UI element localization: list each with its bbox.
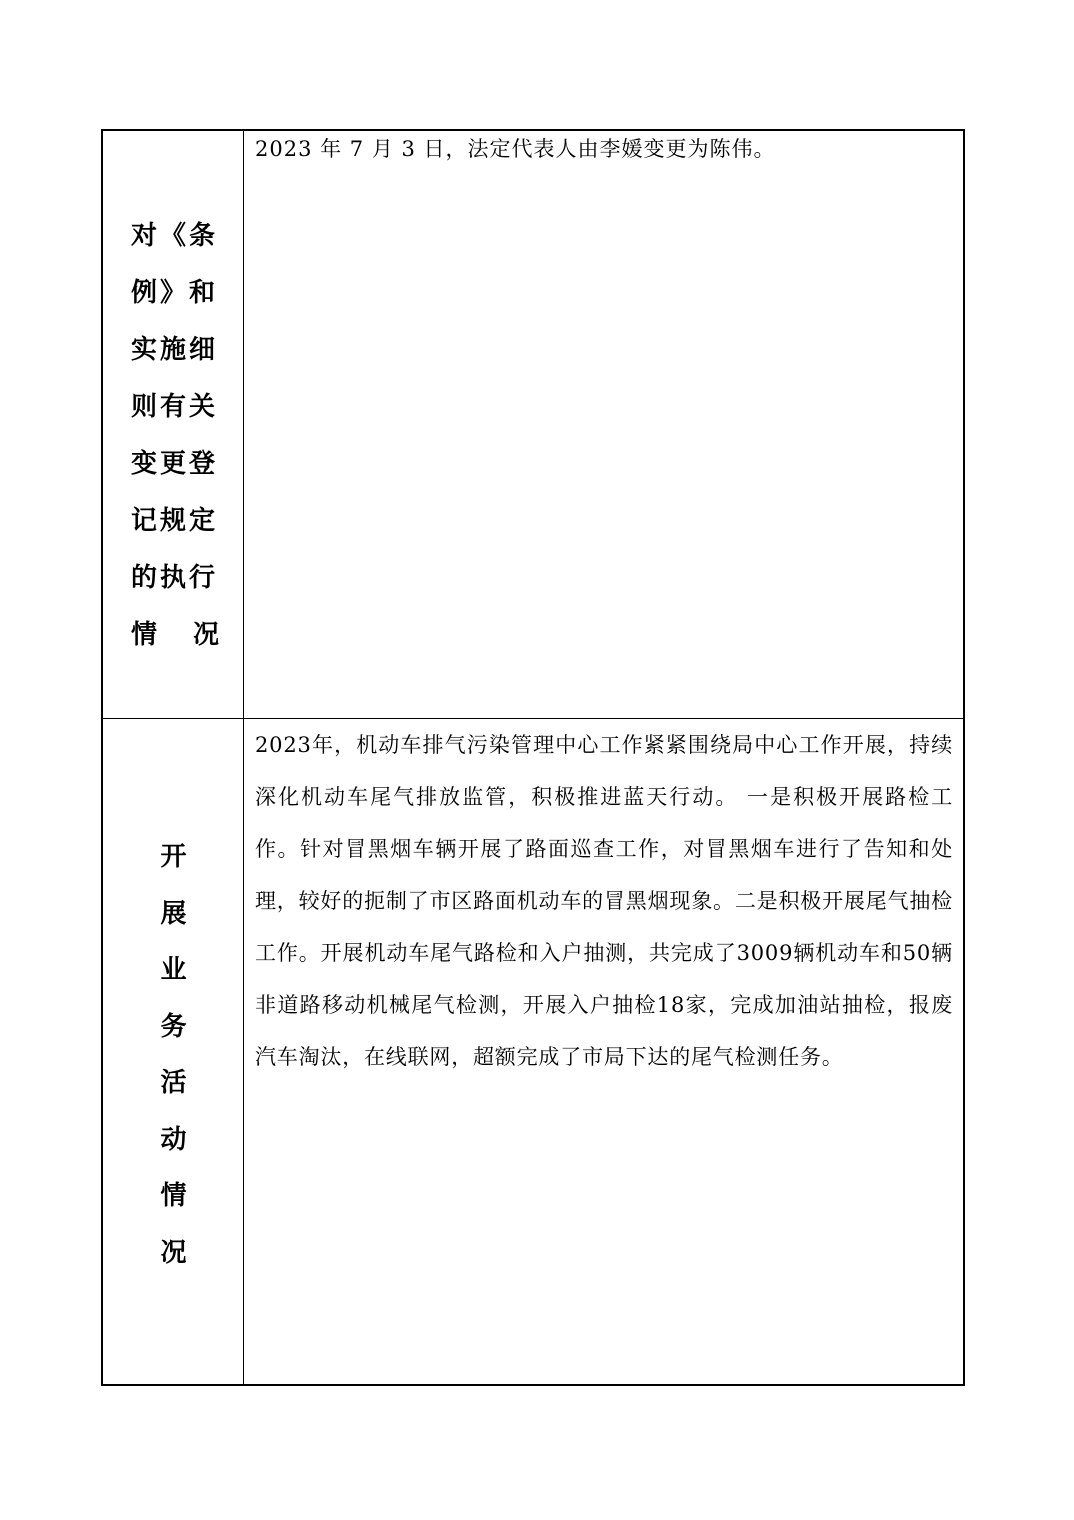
label-char: 情 — [160, 1181, 187, 1211]
table-row-business-activities — [103, 719, 963, 1384]
business-activities-text: 2023年，机动车排气污染管理中心工作紧紧围绕局中心工作开展，持续深化机动车尾气排放监管，积极推进蓝天行动。 一是积极开展路检工作。针对冒黑烟车辆开展了路面巡查工作，对冒黑烟车进行了告知和处理，较好的扼制了市区路面机动车的冒黑烟现象。二是积极开展尾气抽检工作。开展机动车尾气路检和入户抽测，共完成了3009辆机动车和50辆非道路移动机械尾气检测，开展入户抽检18家，完成加油站抽检，报废汽车淘汰，在线联网，超额完成了市局下达的尾气检测任务。 — [255, 733, 953, 1069]
table-row-change-registration — [103, 131, 963, 719]
label-line: 记规定 — [131, 506, 219, 536]
label-line: 对《条 — [131, 221, 219, 251]
registration-form-table — [101, 129, 965, 1386]
label-line: 则有关 — [131, 392, 219, 422]
row-label-cell — [103, 719, 244, 1384]
label-char: 况 — [192, 620, 219, 650]
label-char: 开 — [160, 842, 187, 872]
label-char: 活 — [160, 1068, 187, 1098]
row-label-change-registration — [131, 208, 219, 664]
label-char: 务 — [160, 1011, 187, 1042]
label-char: 动 — [160, 1124, 187, 1155]
label-line: 的执行 — [131, 563, 219, 593]
row-label-cell — [103, 131, 244, 718]
label-line — [131, 607, 219, 664]
row-content-cell — [244, 131, 963, 718]
label-char: 展 — [160, 898, 187, 929]
label-char: 业 — [160, 955, 187, 985]
change-registration-text: 2023 年 7 月 3 日，法定代表人由李媛变更为陈伟。 — [255, 137, 776, 161]
row-label-business-activities — [103, 829, 244, 1281]
label-char: 情 — [131, 620, 158, 650]
label-line: 实施细 — [131, 335, 219, 365]
label-char: 况 — [160, 1237, 187, 1268]
label-line: 变更登 — [131, 449, 219, 479]
row-content-cell — [244, 719, 963, 1384]
label-line: 例》和 — [131, 278, 219, 308]
